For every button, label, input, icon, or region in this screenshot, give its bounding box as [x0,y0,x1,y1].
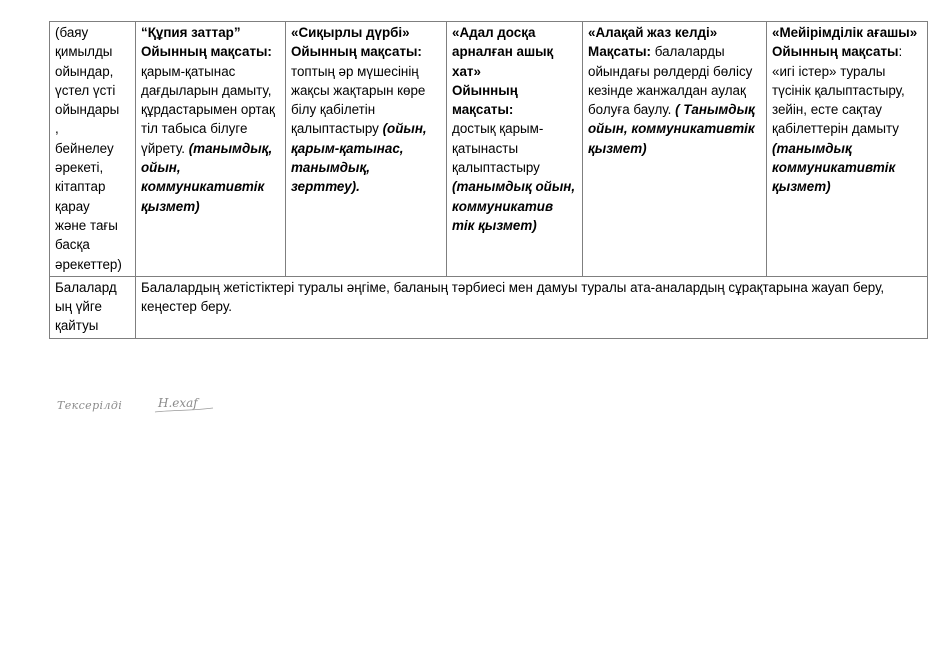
activity-type: (танымдық, ойын, коммуникативтік қызмет) [141,140,273,214]
table-row [50,276,928,338]
schedule-table [49,21,928,339]
goal-text: «игі істер» туралы түсінік қалыптастыру, зейін, есте сақтау қабілеттерін дамыту [772,63,905,137]
going-home-text-cell [136,276,928,338]
cell-line: қимылды [55,44,113,60]
activity-type: (танымдық коммуникативтік қызмет) [772,140,896,195]
activity-type: (танымдық ойын, коммуникатив тік қызмет) [452,179,576,233]
game-cell-magic-binoculars [286,22,447,277]
cell-line: ойындары [55,102,120,118]
goal-colon: : [898,44,903,60]
goal-label: Ойынның мақсаты: [452,82,518,118]
goal-text: топтың әр мүшесінің жақсы жақтарын көре білу қабілетін қалыптастыру [291,63,426,137]
game-cell-kindness-tree [767,22,928,277]
goal-text: достық қарым-қатынасты қалыптастыру [452,121,544,176]
activity-type: (ойын, қарым-қатынас, танымдық, зерттеу). [291,121,427,195]
goal-label: Мақсаты: [588,44,651,60]
cell-line: ың үйге [55,299,102,315]
cell-line: Балалард [55,279,117,295]
cell-line: , [55,121,59,137]
cell-line: қарау [55,198,90,214]
goal-text: қарым-қатынас дағдыларын дамыту, құрдастарымен ортақ тіл табыса білуге үйрету. [141,63,275,156]
game-title: «Сиқырлы дүрбі» [291,25,410,40]
cell-line: кітаптар [55,179,106,195]
goal-text: балаларды ойындағы рөлдерді бөлісу кезінде жанжалдан аулақ болуға баулу. [588,44,753,118]
game-title: “Құпия заттар” [141,25,241,40]
goal-label: Ойынның мақсаты: [291,44,422,60]
activity-type: ( Танымдық ойын, коммуникативтік қызмет) [588,102,755,156]
cell-line: қайтуы [55,318,99,334]
game-cell-summer [583,22,767,277]
cell-line: үстел үсті [55,82,116,98]
cell-line: бейнелеу [55,140,114,156]
going-home-label-cell [50,276,136,338]
game-cell-secret-things [136,22,286,277]
cell-line: ойындар, [55,63,114,79]
cell-line: басқа [55,237,90,253]
table-row [50,22,928,277]
signature-word: Тексерілді [57,399,123,412]
cell-line: және тағы [55,217,118,233]
cell-line: (баяу [55,25,89,40]
cell-line: әрекеттер) [55,256,122,272]
signature-initials: Н.exaf [158,396,198,410]
game-title: «Алақай жаз келді» [588,25,718,40]
game-title: «Адал досқа арналған ашық хат» [452,25,554,79]
signature-image [55,392,215,416]
game-cell-postcard [447,22,583,277]
cell-line: әрекеті, [55,160,104,176]
activity-type-cell [50,22,136,277]
goal-label: Ойынның мақсаты: [141,44,272,60]
game-title: «Мейірімділік ағашы» Ойынның мақсаты [772,25,918,60]
going-home-text: Балалардың жетістіктері туралы әңгіме, баланың тәрбиесі мен дамуы туралы ата-аналардың сұрақтарына жауап беру, кеңестер беру. [141,279,885,315]
